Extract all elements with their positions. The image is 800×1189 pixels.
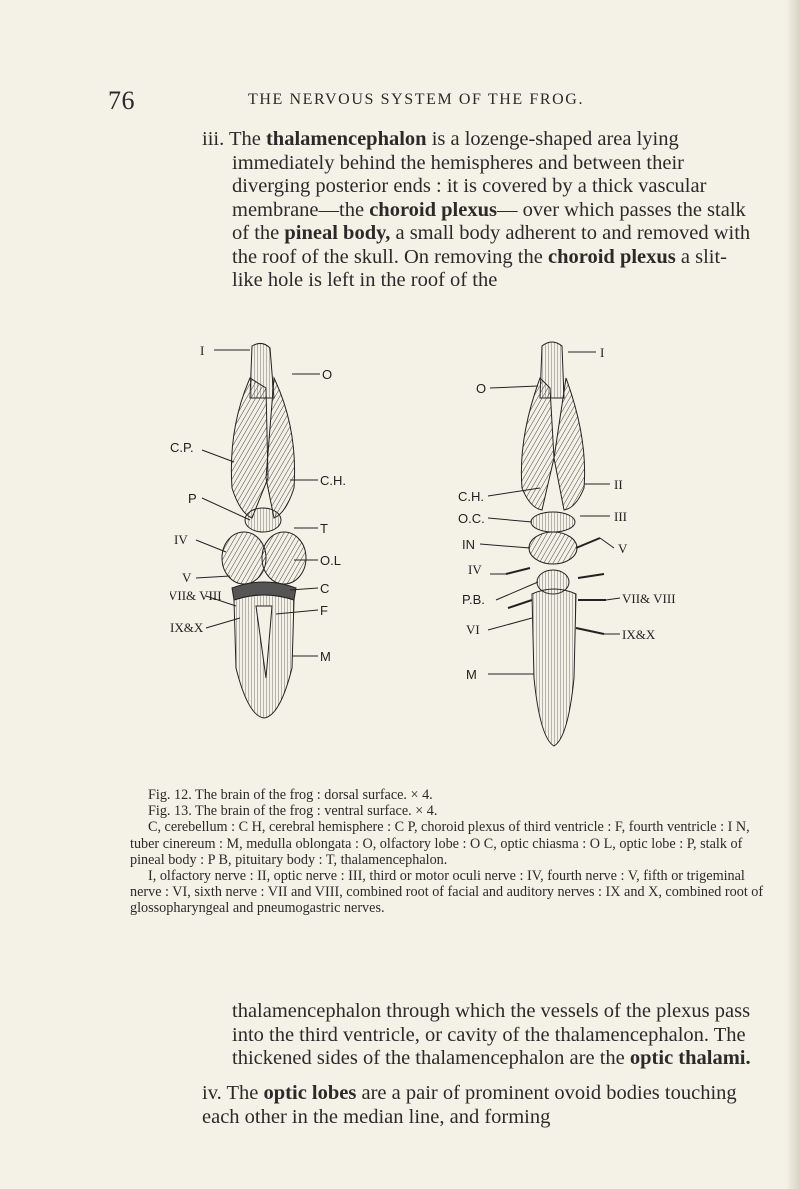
text-run: The [228, 128, 266, 150]
fig12-label-o: O [322, 367, 333, 382]
fig12-label-cp: C.P. [170, 440, 194, 455]
term-thalamencephalon: thalamencephalon [265, 128, 427, 150]
fig12-label-c: C [320, 581, 330, 596]
fig12-label-t: T [320, 521, 328, 536]
fig13-medulla [532, 589, 576, 746]
term-choroid: choroid [547, 245, 615, 268]
fig13-label-ii: II [614, 477, 623, 492]
fig13-label-v: V [618, 541, 628, 556]
caption-legend-nerves: I, olfactory nerve : II, optic nerve : III, third or motor oculi nerve : IV, fourth nerve : V, fifth or trigeminal nerve : VI, sixth nerve : VII and VIII, combined root of facial and auditory nerves : IX and X, combined root of glossopharyngeal and pneumogastric nerves. [130, 868, 764, 917]
fig13-label-vi: VI [466, 622, 480, 637]
fig12-label-i: I [200, 343, 205, 358]
term-pineal-body: pineal body, [284, 222, 391, 244]
fig12-right-hemisphere [266, 378, 295, 518]
text-run: is a lozenge-shaped area lying immediately behind the hemispheres and between their diverging posterior ends : it is covered by a thick vascular membrane—the [232, 128, 707, 221]
fig12-label-iv: IV [174, 532, 188, 547]
text-run: a slit-like hole is left in the roof of the [232, 245, 728, 291]
figure-caption [130, 787, 770, 917]
fig12-label-ix-x: IX&X [170, 620, 204, 635]
term-optic-lobes: optic lobes [263, 1082, 357, 1104]
paragraph-iii [202, 128, 757, 293]
caption-legend-parts: C, cerebellum : C H, cerebral hemisphere : C P, choroid plexus of third ventricle : F, fourth ventricle : I N, tuber cinereum : M, medulla oblongata : O, olfactory lobe : O C, optic chiasma : O L, optic lobe : P, stalk of pineal body : P B, pituitary body : T, thalamencephalon. [130, 819, 750, 868]
fig13-label-i: I [600, 345, 605, 360]
term-choroid-plexus: choroid plexus [369, 198, 497, 221]
page-edge-shadow [786, 0, 800, 1189]
caption-fig12: Fig. 12. The brain of the frog : dorsal surface. × 4. [148, 787, 433, 803]
text-run: — over which passes the stalk of the [232, 198, 746, 244]
fig13-label-vii-viii: VII& VIII [622, 591, 676, 606]
fig13-label-iv: IV [468, 562, 482, 577]
fig12-left-hemisphere [231, 378, 268, 518]
text-run: The [226, 1082, 264, 1104]
fig13-label-pb: P.B. [462, 592, 485, 607]
page-header [108, 86, 728, 115]
text-run: a small body adherent to and removed with the roof of the skull. On removing the [232, 222, 751, 268]
fig13-label-in: IN [462, 537, 475, 552]
fig13-label-m: M [466, 667, 477, 682]
fig13-optic-chiasma [531, 512, 575, 532]
page-number: 76 [108, 86, 135, 115]
brain-figures [170, 338, 750, 778]
fig13-nerve-roots-left [506, 568, 532, 608]
figure-area [170, 338, 750, 778]
term-optic-thalami: optic thalami. [629, 1047, 751, 1069]
fig13-label-o: O [476, 381, 487, 396]
fig13-ventral-brain [506, 342, 606, 746]
text-run: are a pair of prominent ovoid bodies touching each other in the median line, and forming [202, 1082, 737, 1128]
fig12-label-p: P [188, 491, 197, 506]
fig13-tuber-cinereum [529, 532, 577, 564]
paragraph-iv [202, 1082, 762, 1129]
running-head: THE NERVOUS SYSTEM OF THE FROG. [248, 91, 585, 108]
paragraph-marker: iii. [202, 128, 225, 150]
fig12-choroid-plexus [245, 508, 281, 532]
fig13-label-iii: III [614, 509, 627, 524]
fig13-nerve-roots-right [576, 538, 606, 634]
fig12-label-m: M [320, 649, 331, 664]
paragraph-continuation [232, 1000, 762, 1071]
term-plexus: plexus [619, 245, 676, 268]
fig12-label-f: F [320, 603, 328, 618]
fig12-right-optic-lobe [262, 532, 306, 584]
caption-fig13: Fig. 13. The brain of the frog : ventral surface. × 4. [148, 803, 438, 820]
paragraph-marker: iv. [202, 1082, 222, 1104]
fig13-label-ix-x: IX&X [622, 627, 656, 642]
fig13-label-ch: C.H. [458, 489, 484, 504]
text-run: thalamencephalon through which the vessels of the plexus pass into the third ventricle, or cavity of the thalamencephalon. The thickened sides of the thalamencephalon are the [232, 1000, 751, 1069]
fig12-dorsal-brain [222, 343, 306, 718]
fig12-label-ch: C.H. [320, 473, 346, 488]
fig12-label-v: V [182, 570, 192, 585]
fig12-label-vii-viii: VII& VIII [170, 588, 222, 603]
fig12-label-ol: O.L [320, 553, 341, 568]
fig13-label-oc: O.C. [458, 511, 485, 526]
